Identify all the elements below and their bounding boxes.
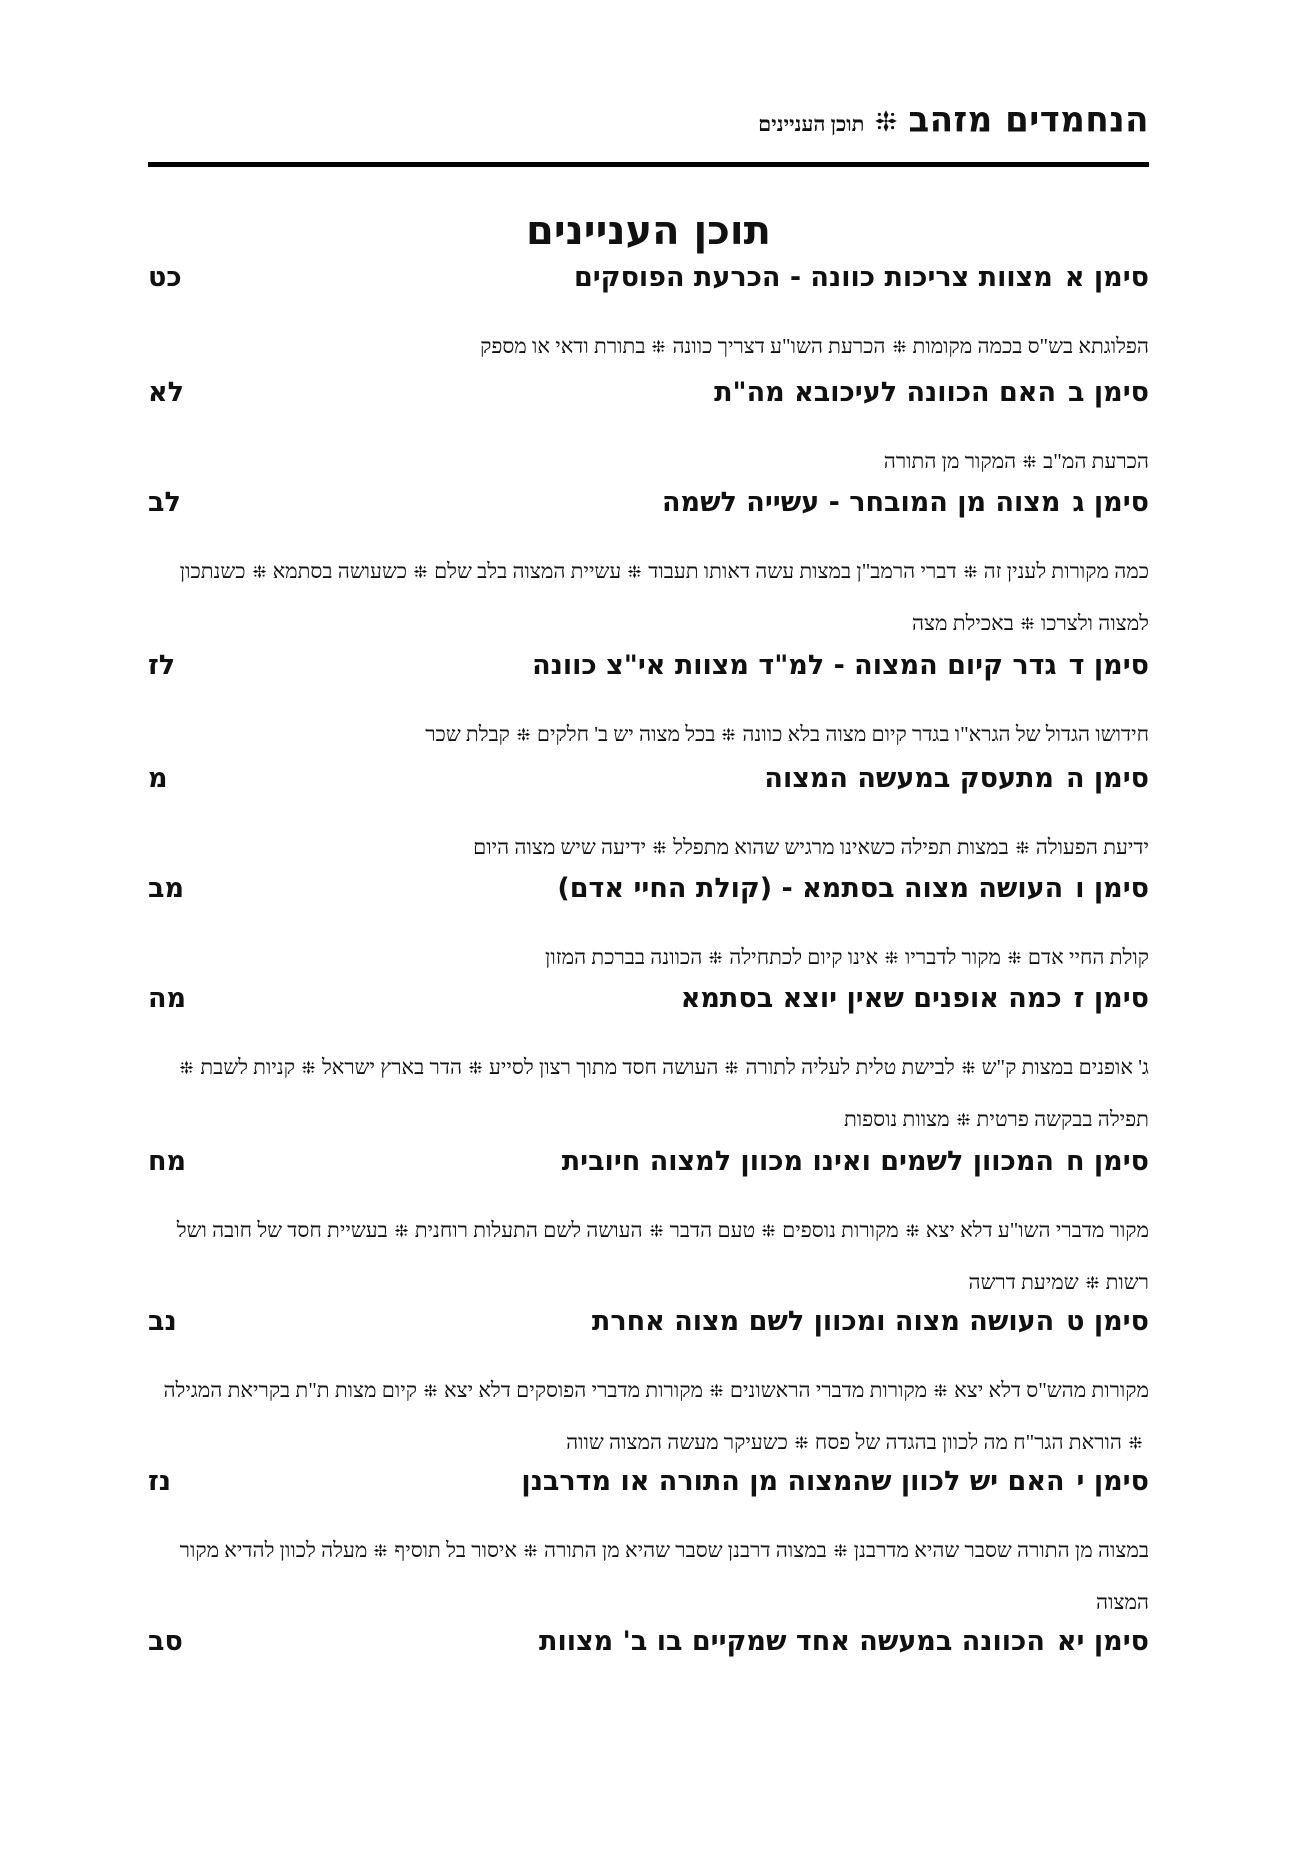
page-number[interactable]: נב <box>148 1306 177 1337</box>
ornament-icon <box>708 950 723 965</box>
topic-item: ידיעת הפעולה <box>1035 835 1149 859</box>
topic-item: כשעושה בסתמא <box>272 559 408 583</box>
topic-item: ידיעה שיש מצוה היום <box>473 835 647 859</box>
siman-label: סימן יא <box>1056 1626 1149 1657</box>
topic-item: מקור מדברי השו"ע דלא יצא <box>925 1218 1149 1242</box>
toc-entry-heading <box>148 650 1149 698</box>
topic-list <box>148 1364 1149 1468</box>
chapter-title[interactable] <box>521 1466 1149 1497</box>
page-number[interactable]: מח <box>148 1146 187 1177</box>
ornament-icon <box>523 1543 538 1558</box>
chapter-title-text: העושה מצוה ומכוון לשם מצוה אחרת <box>591 1306 1055 1337</box>
topic-list <box>148 1204 1149 1308</box>
topic-list <box>148 1524 1149 1628</box>
toc-entry-heading <box>148 983 1149 1031</box>
topic-item: מקור לדבריו <box>905 945 1001 969</box>
toc-entry-heading <box>148 1466 1149 1514</box>
topic-item: שמיעת דרשה <box>968 1270 1079 1294</box>
ornament-icon <box>652 840 667 855</box>
topic-list <box>148 435 1149 487</box>
topic-item: קניות לשבת <box>200 1055 295 1079</box>
topic-item: כמה מקורות לענין זה <box>983 559 1149 583</box>
toc-entry-heading <box>148 377 1149 425</box>
toc-entry[interactable] <box>148 262 1149 372</box>
toc-entry[interactable] <box>148 873 1149 983</box>
topic-list <box>148 1041 1149 1145</box>
topic-item: מקורות מהש"ס דלא יצא <box>954 1378 1149 1402</box>
topic-item: מקורות מדברי הפוסקים דלא יצא <box>443 1378 703 1402</box>
chapter-title[interactable] <box>532 650 1149 681</box>
ornament-icon <box>1085 1275 1100 1290</box>
topic-list <box>148 821 1149 873</box>
toc-entry[interactable] <box>148 1306 1149 1468</box>
chapter-title-text: האם יש לכוון שהמצוה מן התורה או מדרבנן <box>521 1466 1065 1497</box>
topic-item: דברי הרמב"ן במצות עשה דאותו תעבוד <box>648 559 957 583</box>
topic-item: הפלוגתא בש"ס בכמה מקומות <box>912 334 1149 358</box>
chapter-title-text: מתעסק במעשה המצוה <box>764 763 1054 794</box>
page-number[interactable]: מ <box>148 763 168 794</box>
ornament-icon <box>1007 950 1022 965</box>
page-number[interactable]: לא <box>148 377 184 408</box>
siman-label: סימן ו <box>1075 873 1149 904</box>
chapter-title-text: הכוונה במעשה אחד שמקיים בו ב' מצוות <box>539 1626 1045 1657</box>
chapter-title-text: מצוה מן המובחר - עשייה לשמה <box>662 487 1061 518</box>
page-number[interactable]: לז <box>148 650 176 681</box>
ornament-icon <box>833 1543 848 1558</box>
ornament-icon <box>884 950 899 965</box>
topic-item: מקורות נוספים <box>782 1218 899 1242</box>
ornament-icon <box>627 564 642 579</box>
chapter-title[interactable] <box>714 377 1149 408</box>
book-title: הנחמדים מזהב <box>908 99 1149 141</box>
topic-item: הכרעת המ"ב <box>1043 449 1149 473</box>
siman-label: סימן ה <box>1065 763 1149 794</box>
toc-entry-heading <box>148 1306 1149 1354</box>
topic-item: העושה חסד מתוך רצון לסייע <box>489 1055 719 1079</box>
toc-page <box>148 0 1149 1850</box>
topic-item: תפילה בבקשה פרטית <box>976 1107 1149 1131</box>
chapter-title[interactable] <box>539 1626 1149 1657</box>
siman-label: סימן ב <box>1068 377 1149 408</box>
ornament-icon <box>709 1383 724 1398</box>
ornament-icon <box>179 1060 194 1075</box>
topic-item: כשנתכון למצוה ולצרכו <box>179 559 1149 635</box>
ornament-icon <box>1022 454 1037 469</box>
ornament-icon <box>649 1223 664 1238</box>
chapter-title[interactable] <box>574 262 1149 293</box>
topic-item: מעלה לכוון להדיא מקור המצוה <box>179 1538 1149 1614</box>
topic-list <box>148 545 1149 649</box>
topic-item: אינו קיום לכתחילה <box>729 945 879 969</box>
topic-item: מצוות נוספות <box>843 1107 950 1131</box>
toc-entry[interactable] <box>148 1466 1149 1628</box>
topic-item: ג' אופנים במצות ק"ש <box>981 1055 1149 1079</box>
chapter-title[interactable] <box>562 1146 1149 1177</box>
page-number[interactable]: סב <box>148 1626 183 1657</box>
ornament-icon <box>721 727 736 742</box>
toc-entry-heading <box>148 487 1149 535</box>
toc-entry[interactable] <box>148 650 1149 760</box>
toc-entry[interactable] <box>148 487 1149 649</box>
page-number[interactable]: לב <box>148 487 181 518</box>
topic-item: בעשיית חסד של חובה ושל רשות <box>176 1218 1149 1294</box>
topic-list <box>148 931 1149 983</box>
chapter-title[interactable] <box>764 763 1149 794</box>
ornament-icon <box>394 1223 409 1238</box>
page-number[interactable]: נז <box>148 1466 172 1497</box>
topic-item: מקורות מדברי הראשונים <box>729 1378 928 1402</box>
ornament-icon <box>794 1435 809 1450</box>
ornament-icon <box>961 1060 976 1075</box>
chapter-title[interactable] <box>662 487 1149 518</box>
chapter-title-text: גדר קיום המצוה - למ"ד מצוות אי"צ כוונה <box>532 650 1057 681</box>
ornament-icon <box>373 1543 388 1558</box>
chapter-title-text: האם הכוונה לעיכובא מה"ת <box>714 377 1057 408</box>
ornament-icon <box>413 564 428 579</box>
toc-entry-heading <box>148 262 1149 310</box>
running-section-title: תוכן העניינים <box>758 112 865 136</box>
topic-item: בתורת ודאי או מספק <box>480 334 646 358</box>
chapter-title-text: מצוות צריכות כוונה - הכרעת הפוסקים <box>573 262 1053 293</box>
topic-item: הכרעת השו"ע דצריך כוונה <box>672 334 886 358</box>
ornament-icon <box>892 339 907 354</box>
ornament-icon <box>874 109 898 133</box>
siman-label: סימן ג <box>1072 487 1149 518</box>
header-rule <box>148 162 1149 167</box>
topic-item: בכל מצוה יש ב' חלקים <box>536 722 716 746</box>
topic-item: עשיית המצוה בלב שלם <box>434 559 622 583</box>
topic-item: קיום מצות ת"ת בקריאת המגילה <box>163 1378 417 1402</box>
toc-entry[interactable] <box>148 1146 1149 1308</box>
ornament-icon <box>301 1060 316 1075</box>
chapter-title-text: העושה מצוה בסתמא - (קולת החיי אדם) <box>557 873 1064 904</box>
ornament-icon <box>1020 616 1035 631</box>
ornament-icon <box>724 1060 739 1075</box>
siman-label: סימן י <box>1076 1466 1149 1497</box>
topic-item: לבישת טלית לעליה לתורה <box>745 1055 955 1079</box>
topic-list <box>148 708 1149 760</box>
ornament-icon <box>761 1223 776 1238</box>
siman-label: סימן ז <box>1073 983 1149 1014</box>
toc-entry-heading <box>148 1626 1149 1674</box>
topic-item: כשעיקר מעשה המצוה שווה <box>566 1430 788 1454</box>
topic-item: הוראת הגר"ח מה לכוון בהגדה של פסח <box>814 1430 1122 1454</box>
page-number[interactable]: מה <box>148 983 187 1014</box>
topic-item: באכילת מצה <box>911 611 1014 635</box>
toc-entry-heading <box>148 873 1149 921</box>
topic-item: במצוה מן התורה שסבר שהיא מדרבנן <box>853 1538 1149 1562</box>
toc-entry[interactable] <box>148 377 1149 487</box>
siman-label: סימן ח <box>1065 1146 1149 1177</box>
running-header <box>758 100 1149 140</box>
page-number[interactable]: מב <box>148 873 185 904</box>
ornament-icon <box>1015 840 1030 855</box>
page-title: תוכן העניינים <box>526 208 771 254</box>
ornament-icon <box>651 339 666 354</box>
topic-item: במצוה דרבנן שסבר שהיא מן התורה <box>544 1538 827 1562</box>
siman-label: סימן ט <box>1066 1306 1149 1337</box>
toc-entry[interactable] <box>148 1626 1149 1674</box>
ornament-icon <box>423 1383 438 1398</box>
topic-item: העושה לשם התעלות רוחנית <box>414 1218 643 1242</box>
ornament-icon <box>252 564 267 579</box>
chapter-title-text: המכוון לשמים ואינו מכוון למצוה חיובית <box>561 1146 1054 1177</box>
topic-list <box>148 320 1149 372</box>
ornament-icon <box>1128 1435 1143 1450</box>
toc-entry-heading <box>148 1146 1149 1194</box>
topic-item: קולת החיי אדם <box>1027 945 1149 969</box>
chapter-title-text: כמה אופנים שאין יוצא בסתמא <box>680 983 1062 1014</box>
chapter-title[interactable] <box>681 983 1149 1014</box>
topic-item: הכוונה בברכת המזון <box>545 945 703 969</box>
topic-item: איסור בל תוסיף <box>394 1538 518 1562</box>
ornament-icon <box>516 727 531 742</box>
topic-item: במצות תפילה כשאינו מרגיש שהוא מתפלל <box>673 835 1009 859</box>
siman-label: סימן א <box>1064 262 1149 293</box>
toc-entry-heading <box>148 763 1149 811</box>
topic-item: המקור מן התורה <box>883 449 1017 473</box>
toc-entry[interactable] <box>148 983 1149 1145</box>
page-number[interactable]: כט <box>148 262 182 293</box>
siman-label: סימן ד <box>1068 650 1149 681</box>
topic-item: חידושו הגדול של הגרא"ו בגדר קיום מצוה בלא כוונה <box>742 722 1149 746</box>
ornament-icon <box>963 564 978 579</box>
ornament-icon <box>905 1223 920 1238</box>
ornament-icon <box>933 1383 948 1398</box>
topic-item: טעם הדבר <box>669 1218 756 1242</box>
chapter-title[interactable] <box>592 1306 1149 1337</box>
topic-item: קבלת שכר <box>425 722 510 746</box>
chapter-title[interactable] <box>557 873 1149 904</box>
toc-entry[interactable] <box>148 763 1149 873</box>
topic-item: הדר בארץ ישראל <box>321 1055 463 1079</box>
ornament-icon <box>956 1112 971 1127</box>
ornament-icon <box>468 1060 483 1075</box>
